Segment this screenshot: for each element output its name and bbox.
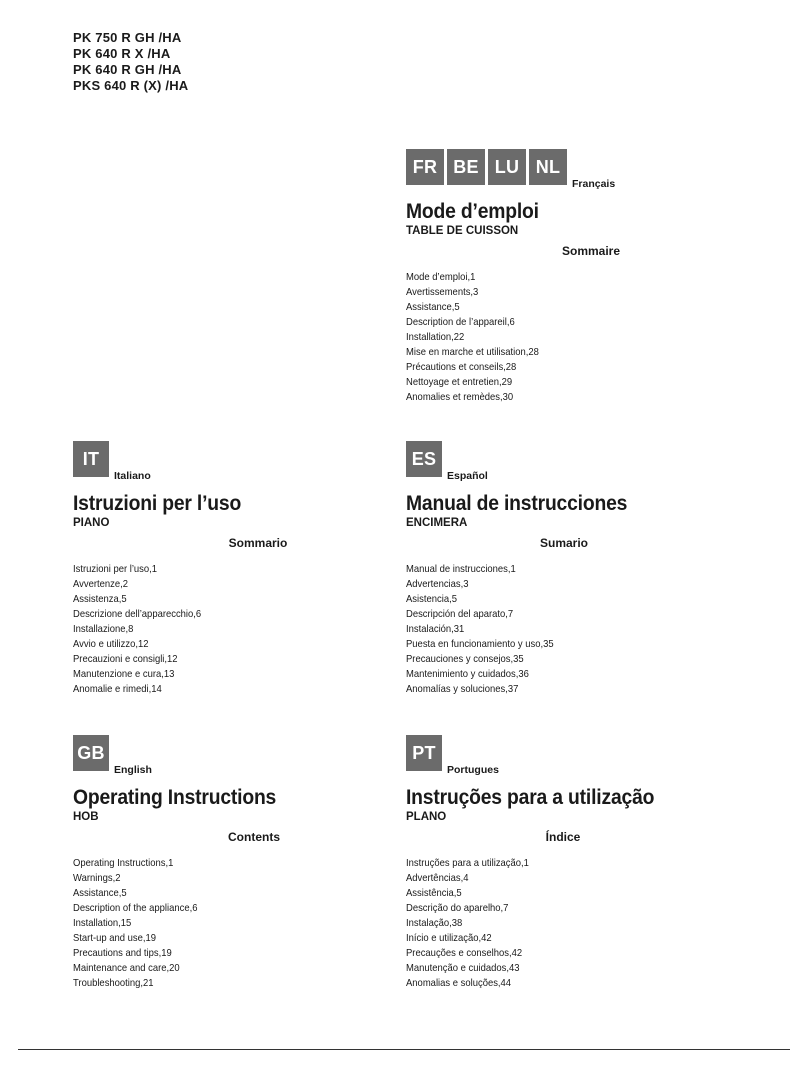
- table-of-contents: [73, 856, 373, 991]
- toc-item: Anomalie e rimedi,14: [73, 683, 162, 695]
- toc-item: Descrizione dell’apparecchio,6: [73, 608, 202, 620]
- table-of-contents: [406, 856, 706, 991]
- language-badges: [73, 735, 373, 776]
- toc-item: Maintenance and care,20: [73, 962, 180, 974]
- language-badge-gb: GB: [73, 735, 109, 771]
- section-title: Istruzioni per l’uso: [73, 492, 242, 515]
- language-badge-fr: FR: [406, 149, 444, 185]
- toc-item: Installazione,8: [73, 623, 134, 635]
- toc-item: Puesta en funcionamiento y uso,35: [406, 638, 554, 650]
- toc-item: Mise en marche et utilisation,28: [406, 346, 539, 358]
- toc-item: Operating Instructions,1: [73, 857, 174, 869]
- toc-item: Avvertenze,2: [73, 578, 128, 590]
- contents-heading: Sumario: [539, 536, 588, 550]
- toc-item: Anomalías y soluciones,37: [406, 683, 519, 695]
- toc-item: Instalación,31: [406, 623, 465, 635]
- toc-item: Advertencias,3: [406, 578, 469, 590]
- section-title: Instruções para a utilização: [406, 786, 655, 809]
- language-badge-be: BE: [447, 149, 485, 185]
- model-name: PK 750 R GH /HA: [73, 30, 182, 45]
- section-subtitle: ENCIMERA: [406, 517, 468, 529]
- toc-item: Manutenzione e cura,13: [73, 668, 175, 680]
- toc-item: Nettoyage et entretien,29: [406, 376, 513, 388]
- toc-item: Mantenimiento y cuidados,36: [406, 668, 529, 680]
- model-list: [73, 30, 188, 94]
- toc-item: Istruzioni per l’uso,1: [73, 563, 158, 575]
- section-italian: [73, 441, 373, 697]
- toc-item: Avertissements,3: [406, 286, 479, 298]
- toc-item: Description de l’appareil,6: [406, 316, 515, 328]
- toc-item: Instalação,38: [406, 917, 463, 929]
- toc-item: Instruções para a utilização,1: [406, 857, 529, 869]
- toc-item: Manual de instrucciones,1: [406, 563, 516, 575]
- toc-item: Description of the appliance,6: [73, 902, 198, 914]
- language-name: Portugues: [447, 764, 499, 776]
- language-badges: [406, 441, 706, 482]
- section-subtitle: HOB: [73, 811, 99, 823]
- toc-item: Precauzioni e consigli,12: [73, 653, 178, 665]
- model-name: PKS 640 R (X) /HA: [73, 78, 189, 93]
- language-badges: [73, 441, 373, 482]
- toc-item: Assistenza,5: [73, 593, 127, 605]
- contents-heading: Sommario: [228, 536, 288, 550]
- toc-item: Précautions et conseils,28: [406, 361, 517, 373]
- table-of-contents: [406, 270, 706, 405]
- section-english: [73, 735, 373, 991]
- language-badge-it: IT: [73, 441, 109, 477]
- toc-item: Advertências,4: [406, 872, 469, 884]
- table-of-contents: [73, 562, 373, 697]
- toc-item: Assistência,5: [406, 887, 462, 899]
- toc-item: Installation,22: [406, 331, 465, 343]
- toc-item: Precauciones y consejos,35: [406, 653, 524, 665]
- language-badge-pt: PT: [406, 735, 442, 771]
- toc-item: Assistance,5: [406, 301, 460, 313]
- section-title: Operating Instructions: [73, 786, 277, 809]
- bottom-divider: [18, 1049, 790, 1050]
- language-name: Español: [447, 470, 488, 482]
- language-badges: [406, 149, 706, 190]
- section-subtitle: TABLE DE CUISSON: [406, 225, 519, 237]
- toc-item: Assistance,5: [73, 887, 127, 899]
- contents-heading: Sommaire: [561, 244, 621, 258]
- language-badge-nl: NL: [529, 149, 567, 185]
- toc-item: Warnings,2: [73, 872, 121, 884]
- toc-item: Precauções e conselhos,42: [406, 947, 523, 959]
- toc-item: Manutenção e cuidados,43: [406, 962, 520, 974]
- section-french: [406, 149, 706, 405]
- model-name: PK 640 R GH /HA: [73, 62, 182, 77]
- language-badges: [406, 735, 706, 776]
- toc-item: Anomalies et remèdes,30: [406, 391, 514, 403]
- language-name: Italiano: [114, 470, 151, 482]
- toc-item: Asistencia,5: [406, 593, 457, 605]
- toc-item: Descrição do aparelho,7: [406, 902, 509, 914]
- section-subtitle: PLANO: [406, 811, 447, 823]
- toc-item: Troubleshooting,21: [73, 977, 154, 989]
- toc-item: Precautions and tips,19: [73, 947, 172, 959]
- toc-item: Installation,15: [73, 917, 132, 929]
- section-portuguese: [406, 735, 706, 991]
- toc-item: Start-up and use,19: [73, 932, 157, 944]
- section-spanish: [406, 441, 706, 697]
- contents-heading: Contents: [228, 830, 280, 844]
- toc-item: Início e utilização,42: [406, 932, 492, 944]
- toc-item: Mode d’emploi,1: [406, 271, 476, 283]
- section-subtitle: PIANO: [73, 517, 110, 529]
- language-badge-es: ES: [406, 441, 442, 477]
- toc-item: Descripción del aparato,7: [406, 608, 514, 620]
- language-name: English: [114, 764, 152, 776]
- section-title: Manual de instrucciones: [406, 492, 628, 515]
- section-title: Mode d’emploi: [406, 200, 539, 223]
- language-name: Français: [572, 178, 616, 190]
- language-badge-lu: LU: [488, 149, 526, 185]
- contents-heading: Índice: [545, 830, 581, 844]
- table-of-contents: [406, 562, 706, 697]
- model-name: PK 640 R X /HA: [73, 46, 171, 61]
- toc-item: Avvio e utilizzo,12: [73, 638, 149, 650]
- toc-item: Anomalias e soluções,44: [406, 977, 512, 989]
